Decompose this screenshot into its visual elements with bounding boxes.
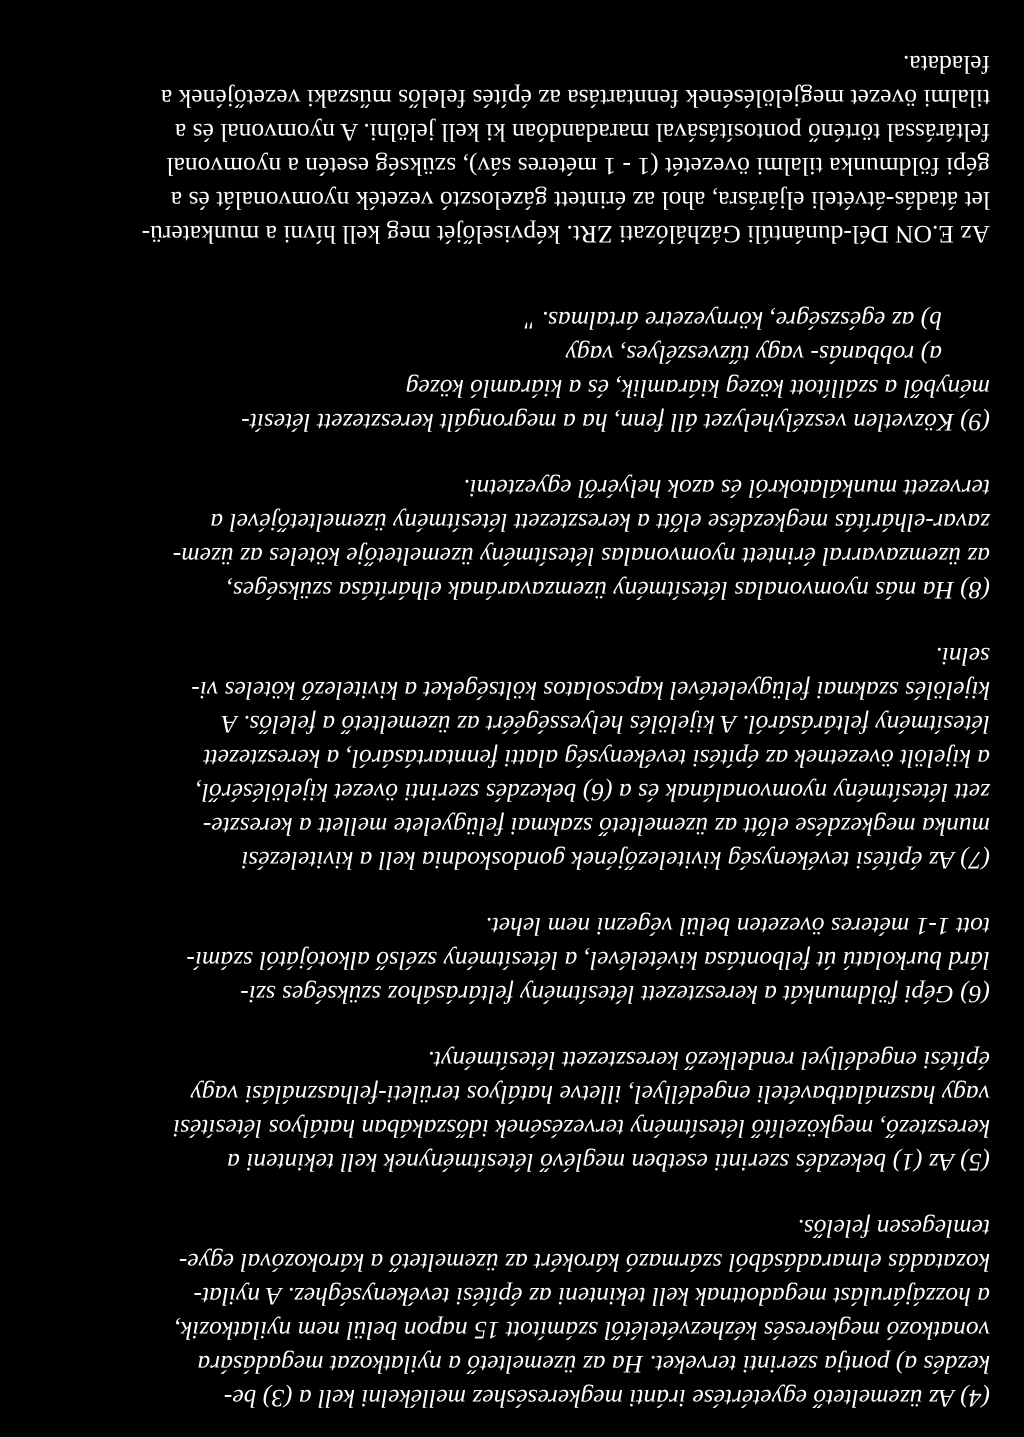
paragraph-4 xyxy=(32,1211,990,1415)
text-line: az üzemzavarral érintett nyomvonalas létesítmény üzemeltetője köteles az üzem- xyxy=(172,542,990,571)
text-line: vonatkozó megkeresés kézhezvételétől számított 15 napon belül nem nyilatkozik, xyxy=(174,1316,990,1345)
text-line: ményből a szállított közeg kiáramlik, és a kiáramló közeg xyxy=(405,374,990,403)
text-line: vagy használatbavételi engedéllyel, illetve hatályos területi-felhasználási vagy xyxy=(190,1080,990,1109)
text-line: zavar-elhárítás megkezdése előtt a keresztezett létesítmény üzemeltetőjével a xyxy=(210,508,990,537)
list-item: b) az egészségre, környezetre ártalmas. " xyxy=(524,306,942,335)
paragraph-eon xyxy=(32,47,990,251)
text-line: kezdés a) pontja szerinti terveket. Ha az üzemeltető a nyilatkozat megadására xyxy=(197,1350,990,1379)
document-body xyxy=(32,47,990,1415)
text-line: munka megkezdése előtt az üzemeltető szakmai felügyelete mellett a kereszte- xyxy=(202,812,990,841)
text-line: feltárással történő pontosításával maradandóan ki kell jelölni. A nyomvonal és a xyxy=(174,118,990,147)
text-line: gépi földmunka tilalmi övezetét (1 - 1 méteres sáv), szükség esetén a nyomvonal xyxy=(166,152,990,181)
text-line: a hozzájárulást megadottnak kell tekinteni az építési tevékenységhez. A nyilat- xyxy=(193,1282,990,1311)
text-line: let átadás-átvételi eljárásra, ahol az érintett gázelosztó vezeték nyomvonalát és a xyxy=(170,186,990,215)
paragraph-7 xyxy=(32,639,990,877)
text-line: Az E.ON Dél-dunántúli Gázhálózati ZRt. képviselőjét meg kell hívni a munkaterü- xyxy=(141,220,990,249)
text-line: kozatadás elmaradásából származó károkért az üzemeltető a károkozóval egye- xyxy=(178,1248,990,1277)
text-line: kijelölés szakmai felügyeletével kapcsolatos költségeket a kivitelező köteles vi- xyxy=(191,676,990,705)
text-line: (8) Ha más nyomvonalas létesítmény üzemzavarának elhárítása szükséges, xyxy=(226,576,990,605)
text-line: létesítmény feltárásáról. A kijelölés helyességéért az üzemeltető a felelős. A xyxy=(221,710,990,739)
paragraph-6 xyxy=(32,909,990,1011)
text-line: (6) Gépi földmunkát a keresztezett létesítmény feltárásához szükséges szi- xyxy=(240,980,990,1009)
paragraph-5 xyxy=(32,1043,990,1179)
text-line: selni. xyxy=(935,642,990,671)
text-line: (7) Az építési tevékenység kivitelezőjének gondoskodnia kell a kivitelezési xyxy=(241,846,990,875)
text-line: tilalmi övezet megjelölésének fenntartása az építés felelős műszaki vezetőjének a xyxy=(160,84,990,113)
text-line: a kijelölt övezetnek az építési tevékenység alatti fenntartásáról, a keresztezett xyxy=(203,744,990,773)
text-line: (4) Az üzemeltető egyetértése iránti megkereséshez mellékelni kell a (3) be- xyxy=(223,1384,990,1413)
paragraph-8 xyxy=(32,471,990,607)
text-line: temlegesen felelős. xyxy=(797,1214,990,1243)
text-line: tott 1-1 méteres övezeten belül végezni nem lehet. xyxy=(485,912,990,941)
text-line: (5) Az (1) bekezdés szerinti esetben meglévő létesítménynek kell tekinteni a xyxy=(227,1148,990,1177)
text-line: keresztező, megközelítő létesítmény tervezésének időszakában hatályos létesítési xyxy=(173,1114,990,1143)
text-line: (9) Közvetlen veszélyhelyzet áll fenn, ha a megrongált keresztezett létesít- xyxy=(241,408,990,437)
text-line: lárd burkolatú út felbontása kivételével, a létesítmény szélső alkotójától számí- xyxy=(186,946,990,975)
paragraph-9 xyxy=(32,303,990,439)
list-item: a) robbanás- vagy tűzveszélyes, vagy xyxy=(565,340,942,369)
text-line: zett létesítmény nyomvonalának és a (6) bekezdés szerinti övezet kijelöléséről, xyxy=(195,778,990,807)
text-line: feladata. xyxy=(902,50,990,79)
text-line: építési engedéllyel rendelkező keresztezett létesítményt. xyxy=(427,1046,990,1075)
text-line: tervezett munkálatokról és azok helyéről egyeztetni. xyxy=(463,474,990,503)
